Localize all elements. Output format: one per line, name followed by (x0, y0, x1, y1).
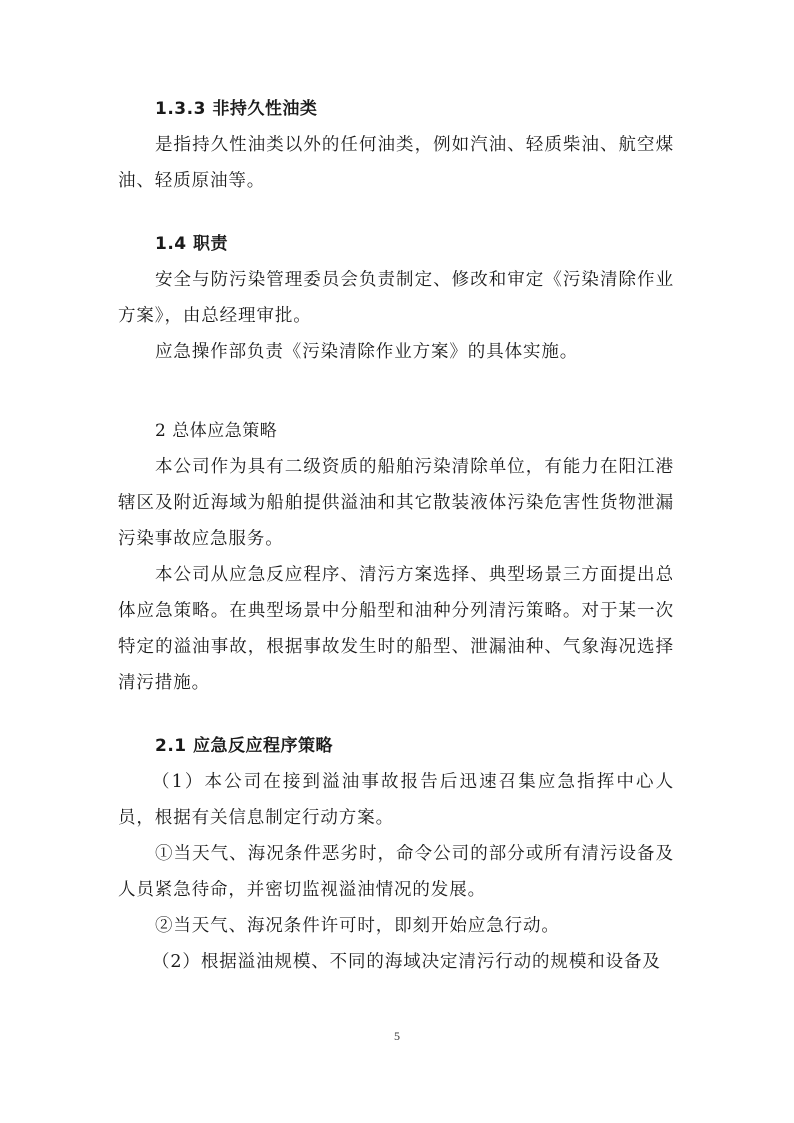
paragraph: 本公司从应急反应程序、清污方案选择、典型场景三方面提出总体应急策略。在典型场景中分船型和油种分列清污策略。对于某一次特定的溢油事故，根据事故发生时的船型、泄漏油种、气象海况选择清污措施。 (118, 565, 674, 693)
spacer (118, 701, 674, 729)
paragraph: 本公司作为具有二级资质的船舶污染清除单位，有能力在阳江港辖区及附近海域为船舶提供溢油和其它散装液体污染危害性货物泄漏污染事故应急服务。 (118, 457, 674, 549)
paragraph: 是指持久性油类以外的任何油类，例如汽油、轻质柴油、航空煤油、轻质原油等。 (118, 135, 674, 191)
section-heading-1-3-3: 1.3.3 非持久性油类 (155, 99, 318, 119)
section-heading-2: 2 总体应急策略 (155, 421, 278, 441)
paragraph: ②当天气、海况条件许可时，即刻开始应急行动。 (155, 916, 560, 936)
page-content (118, 92, 674, 980)
page-number: 5 (394, 1029, 400, 1043)
paragraph: ①当天气、海况条件恶劣时，命令公司的部分或所有清污设备及人员紧急待命，并密切监视溢油情况的发展。 (118, 844, 674, 900)
spacer (118, 370, 674, 414)
paragraph: 安全与防污染管理委员会负责制定、修改和审定《污染清除作业方案》，由总经理审批。 (118, 270, 674, 326)
paragraph: （1）本公司在接到溢油事故报告后迅速召集应急指挥中心人员，根据有关信息制定行动方案。 (118, 772, 674, 828)
section-heading-1-4: 1.4 职责 (155, 234, 229, 254)
paragraph: （2）根据溢油规模、不同的海域决定清污行动的规模和设备及 (152, 952, 661, 972)
spacer (118, 199, 674, 227)
section-heading-2-1: 2.1 应急反应程序策略 (155, 736, 334, 756)
paragraph: 应急操作部负责《污染清除作业方案》的具体实施。 (155, 342, 579, 362)
